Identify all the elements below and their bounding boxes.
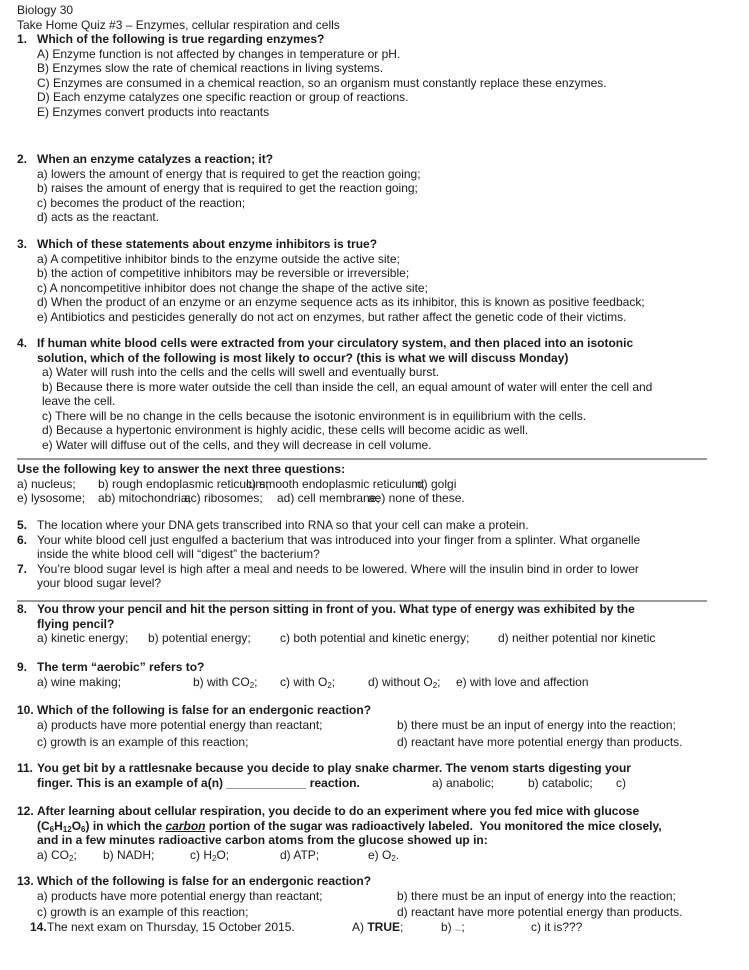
option: e) Antibiotics and pesticides generally do not act on enzymes, but rather affect the genetic code of their victims. [37, 309, 627, 324]
question-number: 10. [17, 703, 34, 717]
option: a) products have more potential energy than reactant; [37, 717, 323, 732]
option: a) $CO_2$; [37, 847, 77, 863]
question-number: 6. [17, 532, 28, 547]
key-item: b) rough endoplasmic reticulum; [98, 476, 269, 491]
option: d) without $O_2$; [368, 674, 441, 690]
question-12 [0, 804, 749, 862]
question-8 [0, 602, 749, 646]
question-text: Which of the following is false for an endergonic reaction? [37, 874, 372, 888]
question-1 [0, 32, 749, 119]
option: e) $O_2$. [368, 847, 400, 863]
option: a) lowers the amount of energy that is required to get the reaction going; [37, 166, 421, 181]
option: b) potential energy; [148, 631, 251, 645]
key-item: d) golgi [417, 476, 457, 491]
question-4 [0, 336, 749, 452]
question-text: and in a few minutes radioactive carbon atoms from the glucose showed up in: [37, 833, 488, 847]
option: a) A competitive inhibitor binds to the enzyme outside the active site; [37, 251, 400, 266]
option: b) there must be an input of energy into the reaction; [397, 717, 676, 732]
option: a) wine making; [37, 674, 122, 689]
option: d) neither potential nor kinetic [498, 631, 656, 645]
option: b) there must be an input of energy into the reaction; [397, 888, 676, 903]
question-text: finger. This is an example of a(n) ____________ reaction. [37, 775, 360, 790]
question-10 [0, 703, 749, 750]
option: D) Each enzyme catalyzes one specific reaction or group of reactions. [37, 90, 409, 104]
question-text: You get bit by a rattlesnake because you decide to play snake charmer. The venom starts digesting your [37, 761, 631, 775]
question-text: After learning about cellular respiration, you decide to do an experiment where you fed mice with glucose [37, 804, 640, 818]
question-number: 3. [17, 237, 28, 251]
question-number: 1. [17, 32, 28, 46]
option: b) raises the amount of energy that is required to get the reaction going; [37, 181, 418, 195]
key-item: ab) mitochondria; [98, 491, 191, 505]
question-text: Which of the following is true regarding enzymes? [37, 32, 325, 46]
option: c) both potential and kinetic energy; [280, 631, 470, 645]
header [0, 3, 749, 32]
question-number: 12. [17, 804, 34, 818]
option: b) catabolic; [528, 775, 593, 790]
option: d) Because a hypertonic environment is highly acidic, these cells will become acidic as well. [42, 423, 529, 437]
question-number: 4. [17, 336, 28, 350]
question-text: $(C_6H_{12}O_6)$ in which the carbon portion of the sugar was radioactively labeled. You monitored the mice closely, [37, 818, 662, 834]
question-text: solution, which of the following is most likely to occur? (this is what we will discuss Monday) [37, 350, 569, 365]
key-item: a) nucleus; [17, 476, 76, 491]
key-item: ad) cell membrane; [277, 491, 380, 505]
option: A) TRUE; [352, 920, 404, 934]
question-text: The term “aerobic” refers to? [37, 660, 205, 674]
option: e) with love and affection [456, 674, 589, 689]
question-text: Which of these statements about enzyme inhibitors is true? [37, 237, 378, 251]
option: c) There will be no change in the cells because the isotonic environment is in equilibrium with the cells. [42, 408, 587, 423]
question-number: 11. [17, 761, 34, 775]
option: d) reactant have more potential energy than products. [397, 735, 683, 749]
option: a) Water will rush into the cells and the cells will swell and eventually burst. [42, 365, 440, 379]
question-9 [0, 660, 749, 689]
question-text: flying pencil? [37, 616, 115, 631]
answer-key [0, 462, 749, 506]
question-text: If human white blood cells were extracted from your circulatory system, and then placed into an isotonic [37, 336, 634, 350]
key-item: ae) none of these. [368, 491, 465, 505]
option: d) acts as the reactant. [37, 210, 160, 224]
quiz-title: Take Home Quiz #3 – Enzymes, cellular respiration and cells [17, 17, 340, 32]
option: c) [616, 775, 626, 790]
question-11 [0, 761, 749, 790]
question-text: Your white blood cell just engulfed a bacterium that was introduced into your finger from a splinter. What organelle [37, 532, 641, 547]
question-number: 8. [17, 602, 28, 616]
option: C) Enzymes are consumed in a chemical reaction, so an organism must constantly replace these enzymes. [37, 75, 607, 90]
questions-5-7 [0, 518, 749, 591]
question-number: 5. [17, 518, 28, 532]
key-heading: Use the following key to answer the next three questions: [17, 462, 346, 476]
option: A) Enzyme function is not affected by changes in temperature or pH. [37, 46, 401, 61]
option: leave the cell. [42, 394, 116, 408]
question-text: The next exam on Thursday, 15 October 2015. [47, 920, 295, 934]
question-text: Which of the following is false for an endergonic reaction? [37, 703, 372, 717]
question-number: 7. [17, 561, 28, 576]
option: c) $H_2O$; [190, 847, 230, 863]
option: c) growth is an example of this reaction; [37, 905, 249, 919]
option: b) Because there is more water outside the cell than inside the cell, an equal amount of water will enter the cell and [42, 379, 653, 394]
option: a) anabolic; [432, 775, 495, 790]
question-text: You’re blood sugar level is high after a meal and needs to be lowered. Where will the insulin bind in order to lower [37, 561, 639, 576]
question-text: The location where your DNA gets transcribed into RNA so that your cell can make a protein. [37, 518, 529, 532]
question-14 [0, 920, 749, 935]
option: b) false; [441, 920, 465, 934]
question-3 [0, 237, 749, 324]
key-item: e) lysosome; [17, 491, 86, 505]
question-number: 14. [30, 920, 47, 934]
course-name: Biology 30 [17, 3, 74, 17]
question-number: 13. [17, 874, 34, 888]
option: c) A noncompetitive inhibitor does not change the shape of the active site; [37, 280, 428, 295]
option: d) reactant have more potential energy than products. [397, 905, 683, 919]
question-text: inside the white blood cell will “digest” the bacterium? [37, 547, 320, 561]
question-text: You throw your pencil and hit the person sitting in front of you. What type of energy was exhibited by the [37, 602, 635, 616]
option: c) growth is an example of this reaction; [37, 735, 249, 749]
option: a) kinetic energy; [37, 631, 129, 645]
option: E) Enzymes convert products into reactants [37, 104, 270, 119]
option: e) Water will diffuse out of the cells, and they will decrease in cell volume. [42, 437, 432, 452]
option: B) Enzymes slow the rate of chemical reactions in living systems. [37, 61, 384, 75]
question-13 [0, 874, 749, 920]
key-item: ac) ribosomes; [184, 491, 263, 505]
key-item: c) smooth endoplasmic reticulum; [246, 476, 425, 491]
question-text: your blood sugar level? [37, 576, 162, 590]
question-text: When an enzyme catalyzes a reaction; it? [37, 152, 274, 166]
divider [17, 458, 707, 460]
question-2 [0, 152, 749, 225]
question-number: 9. [17, 660, 28, 674]
option: b) the action of competitive inhibitors may be reversible or irreversible; [37, 266, 410, 280]
option: a) products have more potential energy than reactant; [37, 888, 323, 903]
option: c) it is??? [531, 920, 583, 934]
option: b) with $CO_2$; [193, 674, 258, 690]
option: c) becomes the product of the reaction; [37, 195, 246, 210]
question-number: 2. [17, 152, 28, 166]
option: b) NADH; [103, 847, 155, 862]
option: c) with $O_2$; [280, 674, 336, 690]
option: d) When the product of an enzyme or an enzyme sequence acts as its inhibitor, this is known as positive feedback; [37, 295, 645, 309]
option: d) ATP; [280, 847, 320, 862]
